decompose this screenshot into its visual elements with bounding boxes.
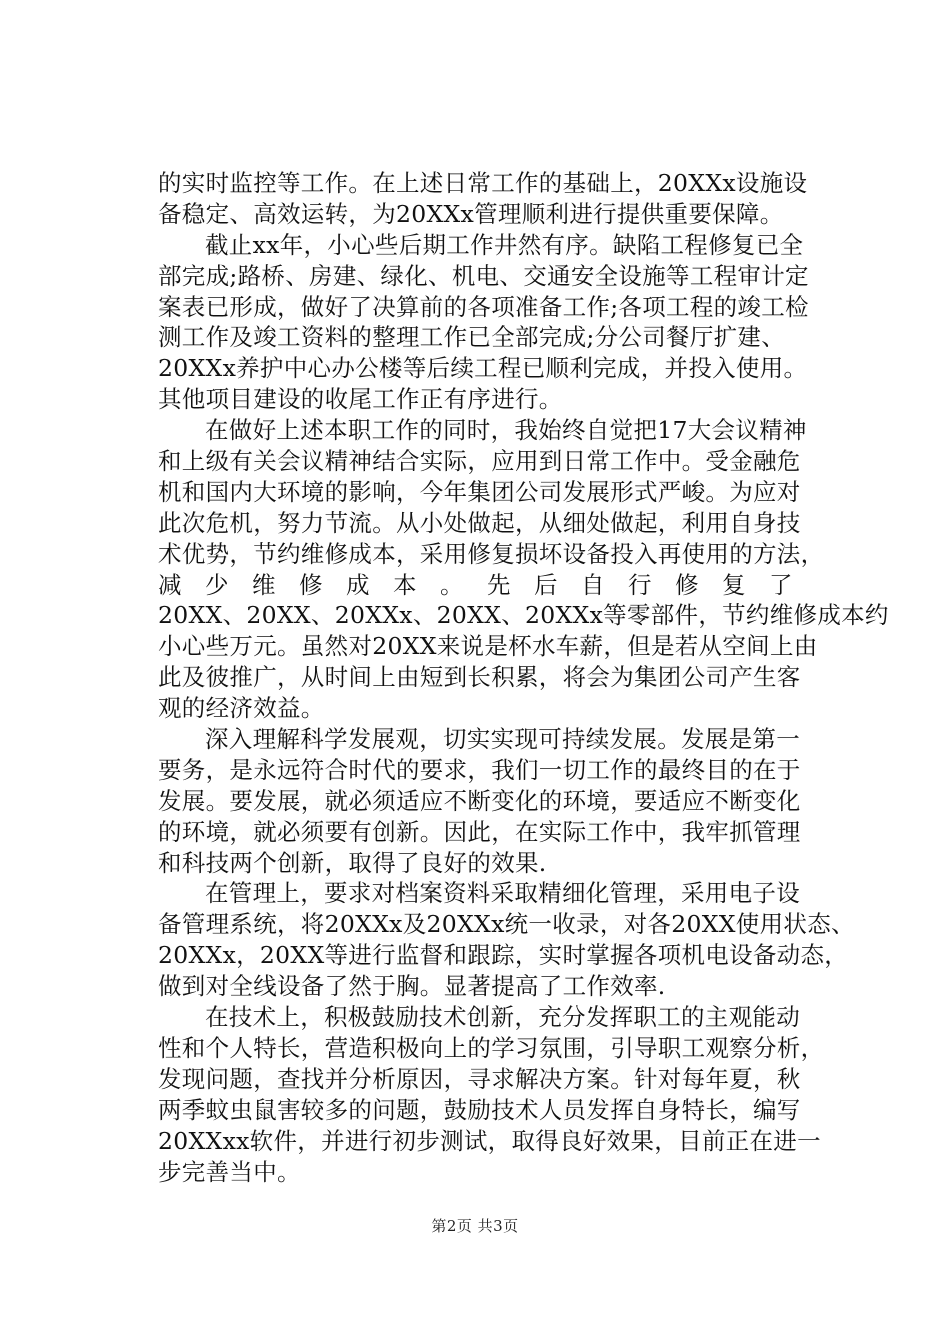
paragraph-start-line: 在技术上，积极鼓励技术创新，充分发挥职工的主观能动 bbox=[205, 1003, 800, 1032]
spread-char: 。 bbox=[440, 570, 464, 599]
text-line: 的实时监控等工作。在上述日常工作的基础上，20XXx设施设 bbox=[158, 169, 808, 197]
spread-char: 成 bbox=[346, 570, 370, 599]
page-footer bbox=[0, 1215, 950, 1236]
text-line: 备管理系统，将20XXx及20XXx统一收录，对各20XX使用状态、 bbox=[158, 910, 855, 939]
spread-char: 了 bbox=[769, 570, 793, 599]
text-line: 案表已形成，做好了决算前的各项准备工作;各项工程的竣工检 bbox=[158, 292, 809, 321]
text-line: 两季蚊虫鼠害较多的问题，鼓励技术人员发挥自身特长，编写 bbox=[158, 1095, 801, 1124]
text-line: 要务，是永远符合时代的要求，我们一切工作的最终目的在于 bbox=[158, 755, 801, 784]
spread-char: 本 bbox=[393, 570, 417, 599]
spread-char: 少 bbox=[205, 570, 229, 599]
spread-char: 先 bbox=[487, 570, 511, 599]
text-line: 此次危机，努力节流。从小处做起，从细处做起，利用自身技 bbox=[158, 508, 801, 537]
text-line: 20XXx养护中心办公楼等后续工程已顺利完成，并投入使用。 bbox=[158, 354, 808, 383]
text-line: 步完善当中。 bbox=[158, 1157, 301, 1186]
text-line: 机和国内大环境的影响，今年集团公司发展形式严峻。为应对 bbox=[158, 477, 801, 506]
paragraph-start-line: 在做好上述本职工作的同时，我始终自觉把17大会议精神 bbox=[205, 416, 807, 445]
text-line: 观的经济效益。 bbox=[158, 694, 325, 723]
text-line: 部完成;路桥、房建、绿化、机电、交通安全设施等工程审计定 bbox=[158, 261, 809, 290]
text-line: 20XXx，20XX等进行监督和跟踪，实时掌握各项机电设备动态， bbox=[158, 941, 849, 970]
text-line: 测工作及竣工资料的整理工作已全部完成;分公司餐厅扩建、 bbox=[158, 323, 786, 352]
text-line: 的环境，就必须要有创新。因此，在实际工作中，我牢抓管理 bbox=[158, 817, 801, 846]
document-body bbox=[158, 168, 889, 1187]
paragraph-start-line: 截止xx年，小心些后期工作井然有序。缺陷工程修复已全 bbox=[205, 230, 804, 259]
text-line: 和科技两个创新，取得了良好的效果. bbox=[158, 848, 547, 877]
spread-char: 修 bbox=[299, 570, 323, 599]
text-line: 其他项目建设的收尾工作正有序进行。 bbox=[158, 385, 563, 414]
text-line: 术优势，节约维修成本，采用修复损坏设备投入再使用的方法， bbox=[158, 539, 825, 568]
text-line: 做到对全线设备了然于胸。显著提高了工作效率. bbox=[158, 972, 666, 1001]
paragraph-start-line: 在管理上，要求对档案资料采取精细化管理，采用电子设 bbox=[205, 879, 800, 908]
spread-char: 自 bbox=[581, 570, 605, 599]
spread-char: 修 bbox=[675, 570, 699, 599]
text-line: 发展。要发展，就必须适应不断变化的环境，要适应不断变化 bbox=[158, 786, 801, 815]
text-line: 备稳定、高效运转，为20XXx管理顺利进行提供重要保障。 bbox=[158, 199, 784, 228]
spread-char: 后 bbox=[534, 570, 558, 599]
text-line: 20XX、20XX、20XXx、20XX、20XXx等零部件，节约维修成本约 bbox=[158, 601, 889, 630]
text-line: 此及彼推广，从时间上由短到长积累，将会为集团公司产生客 bbox=[158, 663, 801, 692]
text-line: 发现问题，查找并分析原因，寻求解决方案。针对每年夏，秋 bbox=[158, 1064, 801, 1093]
text-line: 性和个人特长，营造积极向上的学习氛围，引导职工观察分析， bbox=[158, 1033, 825, 1062]
paragraph-start-line: 深入理解科学发展观，切实实现可持续发展。发展是第一 bbox=[205, 725, 800, 754]
text-line: 小心些万元。虽然对20XX来说是杯水车薪，但是若从空间上由 bbox=[158, 632, 818, 661]
text-line: 20XXxx软件，并进行初步测试，取得良好效果，目前正在进一 bbox=[158, 1126, 821, 1155]
spread-char: 维 bbox=[252, 570, 276, 599]
page-number-label: 第2页 共3页 bbox=[431, 1217, 519, 1235]
text-line: 和上级有关会议精神结合实际，应用到日常工作中。受金融危 bbox=[158, 447, 801, 476]
justified-text-line bbox=[158, 570, 793, 601]
spread-char: 复 bbox=[722, 570, 746, 599]
spread-char: 减 bbox=[158, 570, 182, 599]
spread-char: 行 bbox=[628, 570, 652, 599]
